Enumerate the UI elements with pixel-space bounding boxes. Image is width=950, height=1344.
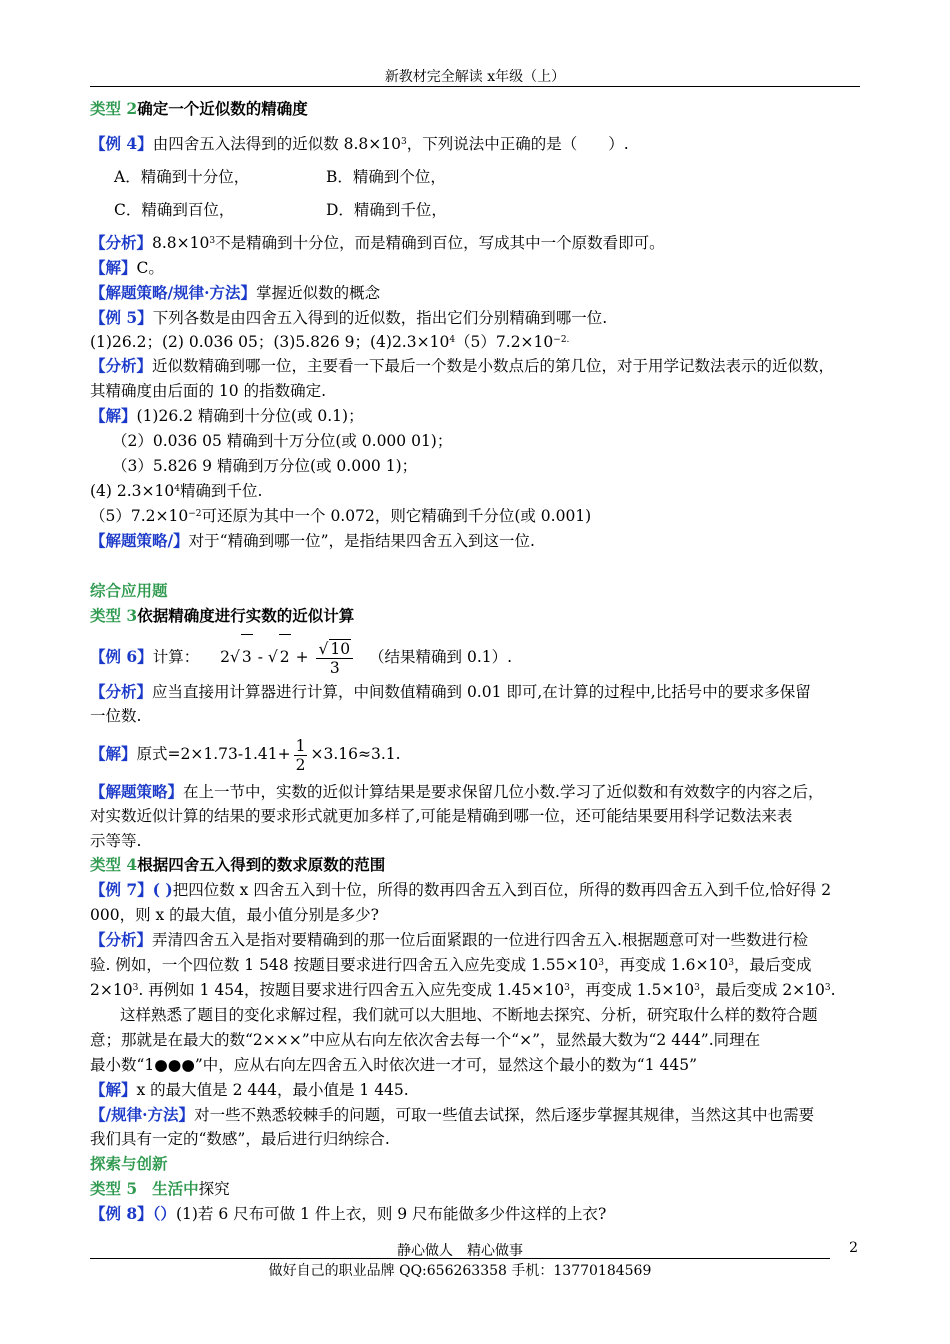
analysis-5-line1: 【分析】近似数精确到哪一位，主要看一下最后一个数是小数点后的第几位，对于用学记数法表示的近似数， <box>90 356 835 375</box>
solution-5-4: (4) $2.3\times 10^4$精确到千位. <box>90 482 263 500</box>
ex6-formula: 2√ 3 - √ 2 + $\frac{√ 10}{3}$ <box>220 648 361 666</box>
example-8: 【例 8】（）(1)若 6 尺布可做 1 件上衣，则 9 尺布能做多少件这样的上衣? <box>90 1204 607 1223</box>
strategy-6-line2: 对实数近似计算的结果的要求形式就更加多样了,可能是精确到哪一位，还可能结果要用科学记数法来表 <box>90 807 793 825</box>
analysis-7-line4: 这样熟悉了题目的变化求解过程，我们就可以大胆地、不断地去探究、分析，研究取什么样的数符合题 <box>120 1006 818 1024</box>
analysis-7-line2: 验. 例如，一个四位数 1 548 按题目要求进行四舍五入应先变成 $1.55\times 10^3$，再变成 $1.6\times 10^3$，最后变成 <box>90 956 812 974</box>
analysis-7-line6: 最小数“1●●●”中，应从右向左四舍五入时依次进一才可，显然这个最小的数为“1 445” <box>90 1056 698 1074</box>
solution-5-3: （3）5.826 9 精确到万分位(或 0.000 1)； <box>112 457 418 475</box>
analysis-7-line3: $2\times 10^3$. 再例如 1 454，按题目要求进行四舍五入应先变成 $1.45\times 10^3$，再变成 $1.5\times 10^3$，最后变成 $2\times 10^3$. <box>90 981 836 999</box>
strategy-6-line3: 示等等. <box>90 832 142 850</box>
solution-5-2: （2）0.036 05 精确到十万分位(或 0.000 01)； <box>112 432 453 450</box>
example-5: 【例 5】下列各数是由四舍五入得到的近似数，指出它们分别精确到哪一位. <box>90 308 608 327</box>
page-number: 2 <box>849 1240 858 1256</box>
solution-5-5: $(5)7.2\times 10^{-2}$可还原为其中一个 0.072，则它精确到千分位(或 0.001) <box>90 507 592 525</box>
type2-heading: 类型 2确定一个近似数的精确度 <box>90 99 308 118</box>
analysis-4: 【分析】$8.8\times 10^3$不是精确到十分位，而是精确到百位，写成其中一个原数看即可。 <box>90 233 665 252</box>
example-7-line2: 000，则 x 的最大值，最小值分别是多少? <box>90 906 379 924</box>
example-7-line1: 【例 7】( )把四位数 x 四舍五入到十位，所得的数再四舍五入到百位，所得的数再四舍五入到千位,恰好得 2 <box>90 880 832 899</box>
comprehensive-heading: 综合应用题 <box>90 581 168 600</box>
sol6-fraction: $\frac{1}{2}$ <box>295 736 306 774</box>
header-rule <box>90 86 860 87</box>
strategy-7-line2: 我们具有一定的“数感”，最后进行归纳综合. <box>90 1130 390 1148</box>
analysis-6-line2: 一位数. <box>90 707 142 725</box>
strategy-5: 【解题策略/】对于“精确到哪一位”，是指结果四舍五入到这一位. <box>90 531 535 550</box>
example-5-list: (1)26.2；(2) 0.036 05；(3)5.826 9；$(4)2.3\times 10^4(5)7.2\times 10^{-2.}$ <box>90 333 570 351</box>
example-6: 【例 6】计算： 2√ 3 - √ 2 + $\frac{√ 10}{3}$ （结果精确到 0.1）. <box>90 634 862 679</box>
analysis-7-line5: 意；那就是在最大的数“2×××”中应从右向左依次舍去每一个“×”，显然最大数为“2 444”.同理在 <box>90 1031 761 1049</box>
strategy-6-line1: 【解题策略】在上一节中，实数的近似计算结果是要求保留几位小数.学习了近似数和有效数字的内容之后， <box>90 782 824 801</box>
analysis-6-line1: 【分析】应当直接用计算器进行计算，中间数值精确到 0.01 即可,在计算的过程中,比括号中的要求多保留 <box>90 682 811 701</box>
type3-heading: 类型 3依据精确度进行实数的近似计算 <box>90 606 355 625</box>
analysis-7-line1: 【分析】弄清四舍五入是指对要精确到的那一位后面紧跟的一位进行四舍五入.根据题意可对一些数进行检 <box>90 930 808 949</box>
ex6-fraction: $\frac{√ 10}{3}$ <box>316 639 353 677</box>
options-row-2: C．精确到百位， D．精确到千位， <box>114 201 447 219</box>
analysis-5-line2: 其精确度由后面的 10 的指数确定. <box>90 382 327 400</box>
type4-heading: 类型 4根据四舍五入得到的数求原数的范围 <box>90 855 386 874</box>
explore-heading: 探索与创新 <box>90 1154 168 1173</box>
solution-5-1: 【解】(1)26.2 精确到十分位(或 0.1)； <box>90 406 364 425</box>
footer-rule <box>90 1258 830 1259</box>
strategy-4: 【解题策略/规律·方法】掌握近似数的概念 <box>90 283 381 302</box>
strategy-7-line1: 【/规律·方法】对一些不熟悉较棘手的问题，可取一些值去试探，然后逐步掌握其规律，当然这其中也需要 <box>90 1105 815 1124</box>
page-header: 新教材完全解读 x年级（上） <box>384 69 566 85</box>
footer-contact: 做好自己的职业品牌 QQ:656263358 手机：13770184569 <box>268 1263 652 1279</box>
solution-4: 【解】C。 <box>90 258 164 277</box>
options-row-1: A．精确到十分位， B．精确到个位， <box>114 168 446 186</box>
footer-motto: 静心做人 精心做事 <box>397 1243 523 1259</box>
type5-heading: 类型 5 生活中探究 <box>90 1179 230 1198</box>
solution-6: 【解】原式=2×1.73-1.41+ $\frac{1}{2}$ ×3.16≈3.1. <box>90 736 401 774</box>
solution-7: 【解】x 的最大值是 2 444，最小值是 1 445. <box>90 1080 409 1099</box>
example-4: 【例 4】由四舍五入法得到的近似数 $8.8\times 10^3$，下列说法中正确的是（ ）. <box>90 134 629 153</box>
